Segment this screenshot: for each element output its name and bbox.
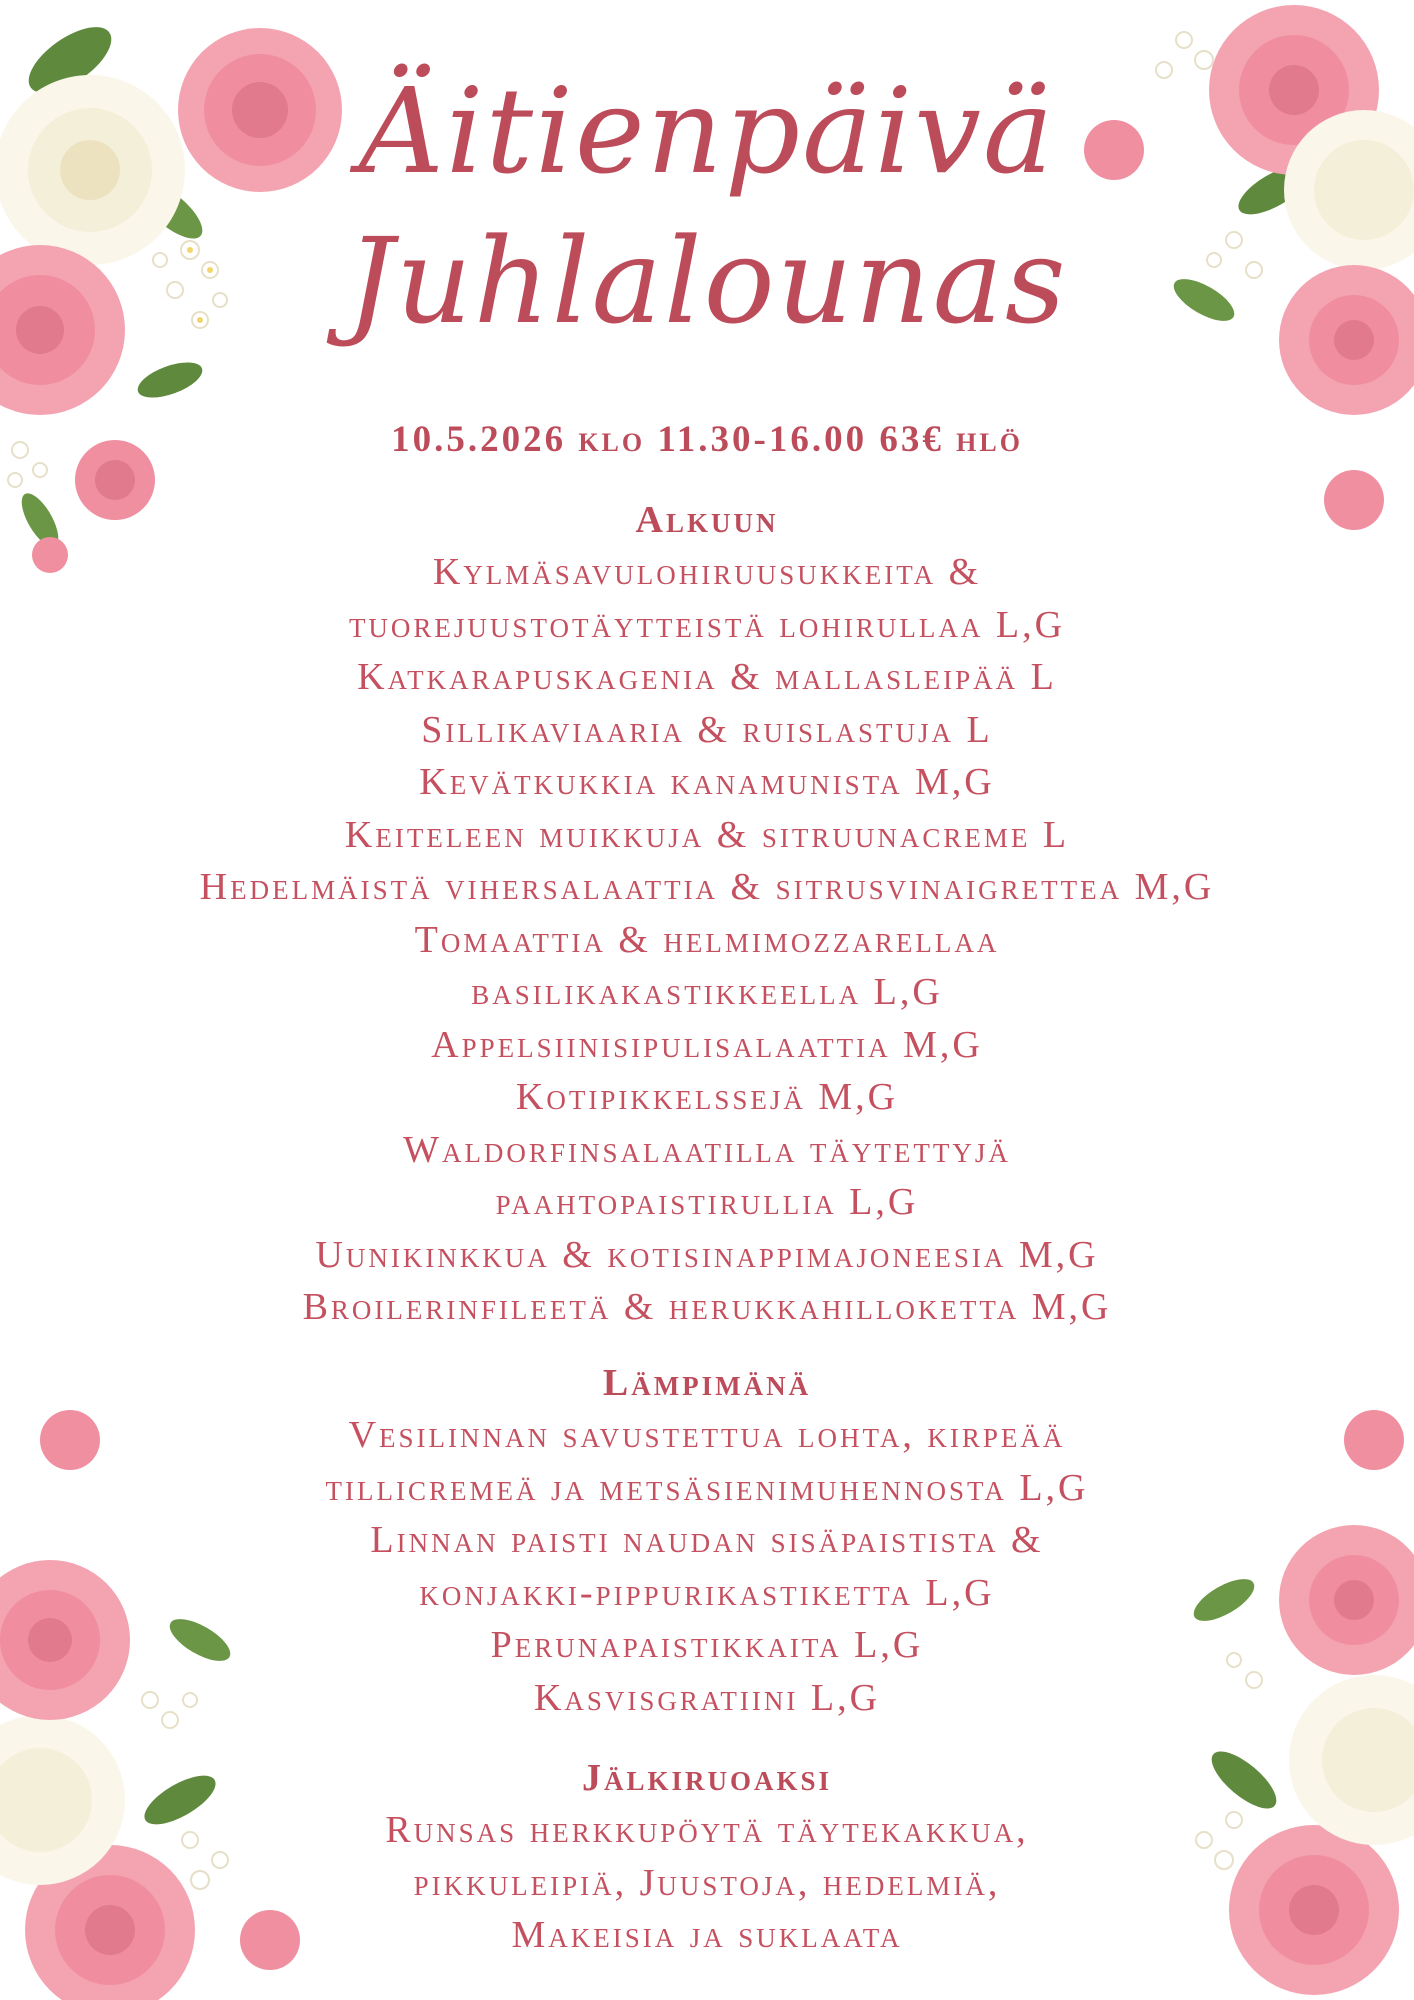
section-heading: Jälkiruoaksi: [581, 1757, 833, 1799]
menu-item: Katkarapuskagenia & mallasleipää L: [357, 656, 1057, 698]
title-line-1: Äitienpäivä: [358, 62, 1056, 200]
menu-item: Broilerinfileetä & herukkahilloketta M,G: [302, 1286, 1112, 1328]
menu-item: Vesilinnan savustettua lohta, kirpeää: [348, 1414, 1066, 1456]
menu-item: basilikakastikkeella L,G: [471, 971, 943, 1013]
menu-item: Kasvisgratiini L,G: [533, 1676, 881, 1719]
menu-item: Kotipikkelssejä M,G: [515, 1076, 899, 1118]
menu-section-starters: [0, 494, 1414, 1334]
menu-item: Linnan paisti naudan sisäpaistista &: [370, 1519, 1044, 1561]
section-heading: Alkuun: [635, 499, 779, 541]
menu-item: Uunikinkkua & kotisinappimajoneesia M,G: [315, 1233, 1099, 1276]
menu-item: paahtopaistirullia L,G: [495, 1181, 919, 1223]
menu-section-dessert: [0, 1752, 1414, 1962]
menu-item: Kevätkukkia kanamunista M,G: [419, 761, 995, 803]
title-line-2: Juhlalounas: [346, 212, 1068, 350]
menu-item: Runsas herkkupöytä täytekakkua,: [385, 1809, 1029, 1851]
menu-section-warm: [0, 1357, 1414, 1724]
menu-item: Appelsiinisipulisalaattia M,G: [431, 1023, 983, 1066]
menu-item: Makeisia ja suklaata: [511, 1914, 903, 1956]
menu-item: Waldorfinsalaatilla täytettyjä: [403, 1128, 1011, 1171]
menu-item: Perunapaistikkaita L,G: [490, 1624, 924, 1666]
section-heading: Lämpimänä: [602, 1362, 812, 1404]
menu-item: pikkuleipiä, Juustoja, hedelmiä,: [413, 1861, 1001, 1904]
menu-item: konjakki-pippurikastiketta L,G: [419, 1571, 995, 1614]
event-date-price: 10.5.2026 klo 11.30-16.00 63€ hlö: [391, 419, 1023, 460]
menu-item: tuorejuustotäytteistä lohirullaa L,G: [348, 603, 1066, 646]
menu-item: tillicremeä ja metsäsienimuhennosta L,G: [325, 1466, 1089, 1509]
menu-item: Tomaattia & helmimozzarellaa: [414, 918, 1000, 961]
menu-item: Keiteleen muikkuja & sitruunacreme L: [344, 813, 1070, 856]
menu-item: Hedelmäistä vihersalaattia & sitrusvinaigrettea M,G: [199, 866, 1215, 908]
menu-item: Kylmäsavulohiruusukkeita &: [432, 551, 982, 593]
menu-item: Sillikaviaaria & ruislastuja L: [421, 708, 993, 751]
